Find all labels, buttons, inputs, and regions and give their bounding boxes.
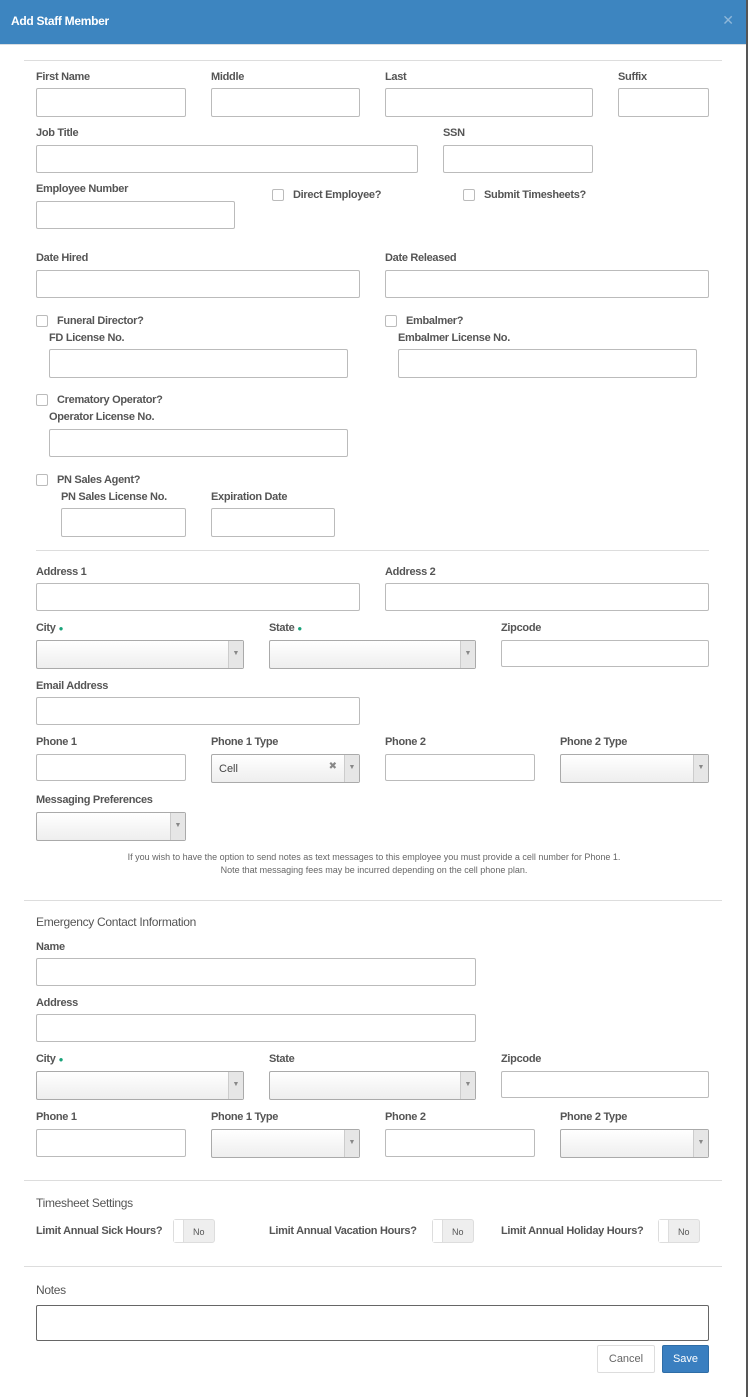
label-text: PN Sales License No. xyxy=(61,491,167,503)
chevron-down-icon[interactable]: ▼ xyxy=(460,641,475,668)
toggle-knob[interactable] xyxy=(433,1220,443,1242)
ssn-input[interactable] xyxy=(443,145,593,173)
last-input[interactable] xyxy=(385,88,593,117)
divider xyxy=(24,900,722,901)
divider xyxy=(24,1266,722,1267)
dialog-header xyxy=(0,0,746,45)
phone2-label xyxy=(385,1111,426,1123)
emergency-phone2-input[interactable] xyxy=(385,1129,535,1157)
label-text: Limit Annual Sick Hours? xyxy=(36,1225,163,1237)
name-label xyxy=(36,941,65,953)
pn-sales-license-input[interactable] xyxy=(61,508,186,537)
emergency-phone1-type-select[interactable] xyxy=(211,1129,360,1158)
label-text: State xyxy=(269,622,295,634)
chevron-down-icon[interactable]: ▼ xyxy=(693,1130,708,1157)
divider xyxy=(24,1180,722,1181)
label-text: Date Hired xyxy=(36,252,89,264)
required-dot-icon: ● xyxy=(58,624,64,633)
label-text: Limit Annual Holiday Hours? xyxy=(501,1225,644,1237)
label-text: Employee Number xyxy=(36,183,129,195)
label-text: Last xyxy=(385,71,407,83)
emergency-address-input[interactable] xyxy=(36,1014,476,1042)
cancel-button[interactable]: Cancel xyxy=(597,1345,655,1373)
embalmer-checkbox[interactable] xyxy=(385,315,397,327)
label-text: Name xyxy=(36,941,65,953)
operator-license-input[interactable] xyxy=(49,429,348,457)
employee-number-label xyxy=(36,183,128,195)
state-label xyxy=(269,1053,294,1065)
required-dot-icon: ● xyxy=(58,1055,64,1064)
operator-license-label xyxy=(49,411,154,423)
city-label xyxy=(36,1053,63,1066)
chevron-down-icon[interactable]: ▼ xyxy=(228,641,243,668)
first-name-input[interactable] xyxy=(36,88,186,117)
zipcode-label xyxy=(501,622,541,634)
crematory-operator-checkbox[interactable] xyxy=(36,394,48,406)
label-text: Phone 1 Type xyxy=(211,1111,279,1123)
date-hired-label xyxy=(36,252,88,264)
save-button[interactable]: Save xyxy=(662,1345,709,1373)
funeral-director-label xyxy=(57,315,144,327)
label-text: Operator License No. xyxy=(49,411,155,423)
selected-value: Cell xyxy=(219,763,238,775)
label-text: State xyxy=(269,1053,295,1065)
label-text: FD License No. xyxy=(49,332,125,344)
state-select[interactable] xyxy=(269,640,476,669)
label-text: Phone 2 Type xyxy=(560,1111,628,1123)
chevron-down-icon[interactable]: ▼ xyxy=(170,813,185,840)
middle-input[interactable] xyxy=(211,88,360,117)
toggle-value: No xyxy=(452,1227,464,1237)
messaging-preferences-label xyxy=(36,794,153,806)
pn-sales-agent-checkbox[interactable] xyxy=(36,474,48,486)
emergency-phone1-input[interactable] xyxy=(36,1129,186,1157)
emergency-state-select[interactable] xyxy=(269,1071,476,1100)
address-label xyxy=(36,997,78,1009)
label-text: Embalmer? xyxy=(406,315,464,327)
zipcode-input[interactable] xyxy=(501,640,709,667)
phone1-type-label xyxy=(211,1111,278,1123)
toggle-knob[interactable] xyxy=(659,1220,669,1242)
employee-number-input[interactable] xyxy=(36,201,235,229)
vacation-label xyxy=(269,1225,417,1237)
address1-label xyxy=(36,566,87,578)
label-text: Messaging Preferences xyxy=(36,794,153,806)
messaging-note: If you wish to have the option to send notes as text messages to this employee you must provide a cell number for Phone 1. xyxy=(127,852,621,862)
clear-icon[interactable]: ✖ xyxy=(328,761,337,772)
limit-vacation-hours-toggle[interactable] xyxy=(432,1219,474,1243)
suffix-input[interactable] xyxy=(618,88,709,117)
state-label xyxy=(269,622,302,635)
phone1-type-label xyxy=(211,736,278,748)
label-text: Limit Annual Vacation Hours? xyxy=(269,1225,417,1237)
limit-sick-hours-toggle[interactable] xyxy=(173,1219,215,1243)
label-text: First Name xyxy=(36,71,90,83)
city-label xyxy=(36,622,63,635)
label-text: Direct Employee? xyxy=(293,189,382,201)
funeral-director-checkbox[interactable] xyxy=(36,315,48,327)
toggle-value: No xyxy=(678,1227,690,1237)
label-text: Zipcode xyxy=(501,1053,542,1065)
email-label xyxy=(36,680,108,692)
emergency-zipcode-input[interactable] xyxy=(501,1071,709,1098)
phone1-type-select[interactable] xyxy=(211,754,360,783)
direct-employee-checkbox[interactable] xyxy=(272,189,284,201)
emergency-section-title: Emergency Contact Information xyxy=(36,915,197,929)
label-text: SSN xyxy=(443,127,465,139)
messaging-note: Note that messaging fees may be incurred depending on the cell phone plan. xyxy=(220,865,528,875)
job-title-label xyxy=(36,127,78,139)
address2-input[interactable] xyxy=(385,583,709,611)
address1-input[interactable] xyxy=(36,583,360,611)
required-dot-icon: ● xyxy=(297,624,302,633)
chevron-down-icon[interactable]: ▼ xyxy=(228,1072,243,1099)
phone2-input[interactable] xyxy=(385,754,535,781)
emergency-name-input[interactable] xyxy=(36,958,476,986)
dialog-title: Add Staff Member xyxy=(11,14,109,28)
messaging-preferences-select[interactable] xyxy=(36,812,186,841)
embalmer-license-input[interactable] xyxy=(398,349,697,378)
submit-timesheets-checkbox[interactable] xyxy=(463,189,475,201)
suffix-label xyxy=(618,71,647,83)
label-text: Funeral Director? xyxy=(57,315,144,327)
toggle-value: No xyxy=(193,1227,205,1237)
label-text: Phone 2 xyxy=(385,1111,426,1123)
chevron-down-icon[interactable]: ▼ xyxy=(344,755,359,782)
label-text: Submit Timesheets? xyxy=(484,189,586,201)
label-text: City xyxy=(36,1053,56,1065)
chevron-down-icon[interactable]: ▼ xyxy=(460,1072,475,1099)
city-select[interactable] xyxy=(36,640,244,669)
label-text: PN Sales Agent? xyxy=(57,474,141,486)
label-text: Crematory Operator? xyxy=(57,394,163,406)
label-text: Email Address xyxy=(36,680,109,692)
label-text: Phone 1 xyxy=(36,736,77,748)
label-text: Address 2 xyxy=(385,566,436,578)
phone1-label xyxy=(36,736,77,748)
phone2-label xyxy=(385,736,426,748)
phone1-input[interactable] xyxy=(36,754,186,781)
label-text: Expiration Date xyxy=(211,491,288,503)
chevron-down-icon[interactable]: ▼ xyxy=(344,1130,359,1157)
crematory-operator-label xyxy=(57,394,163,406)
zipcode-label xyxy=(501,1053,541,1065)
expiration-date-label xyxy=(211,491,287,503)
holiday-label xyxy=(501,1225,643,1237)
label-text: City xyxy=(36,622,56,634)
label-text: Zipcode xyxy=(501,622,542,634)
phone2-type-label xyxy=(560,736,627,748)
submit-timesheets-label xyxy=(484,189,586,201)
embalmer-license-label xyxy=(398,332,510,344)
email-input[interactable] xyxy=(36,697,360,725)
toggle-knob[interactable] xyxy=(174,1220,184,1242)
label-text: Phone 2 xyxy=(385,736,426,748)
emergency-phone2-type-select[interactable] xyxy=(560,1129,709,1158)
ssn-label xyxy=(443,127,465,139)
embalmer-label xyxy=(406,315,463,327)
pn-sales-license-label xyxy=(61,491,167,503)
divider xyxy=(36,550,709,551)
phone1-label xyxy=(36,1111,77,1123)
label-text: Date Released xyxy=(385,252,457,264)
label-text: Middle xyxy=(211,71,245,83)
notes-label: Notes xyxy=(36,1283,66,1297)
label-text: Suffix xyxy=(618,71,647,83)
timesheet-section-title: Timesheet Settings xyxy=(36,1196,133,1210)
label-text: Address 1 xyxy=(36,566,87,578)
expiration-date-input[interactable] xyxy=(211,508,335,537)
fd-license-input[interactable] xyxy=(49,349,348,378)
date-hired-input[interactable] xyxy=(36,270,360,298)
address2-label xyxy=(385,566,436,578)
last-label xyxy=(385,71,406,83)
first-name-label xyxy=(36,71,90,83)
middle-label xyxy=(211,71,244,83)
pn-sales-agent-label xyxy=(57,474,140,486)
notes-textarea[interactable] xyxy=(36,1305,709,1341)
limit-holiday-hours-toggle[interactable] xyxy=(658,1219,700,1243)
label-text: Address xyxy=(36,997,78,1009)
label-text: Phone 2 Type xyxy=(560,736,628,748)
phone2-type-label xyxy=(560,1111,627,1123)
label-text: Phone 1 xyxy=(36,1111,77,1123)
divider xyxy=(24,60,722,61)
close-icon[interactable]: ✕ xyxy=(722,12,734,28)
label-text: Phone 1 Type xyxy=(211,736,279,748)
label-text: Job Title xyxy=(36,127,79,139)
chevron-down-icon[interactable]: ▼ xyxy=(693,755,708,782)
phone2-type-select[interactable] xyxy=(560,754,709,783)
direct-employee-label xyxy=(293,189,381,201)
emergency-city-select[interactable] xyxy=(36,1071,244,1100)
fd-license-label xyxy=(49,332,124,344)
label-text: Embalmer License No. xyxy=(398,332,510,344)
date-released-input[interactable] xyxy=(385,270,709,298)
date-released-label xyxy=(385,252,456,264)
job-title-input[interactable] xyxy=(36,145,418,173)
sick-label xyxy=(36,1225,162,1237)
